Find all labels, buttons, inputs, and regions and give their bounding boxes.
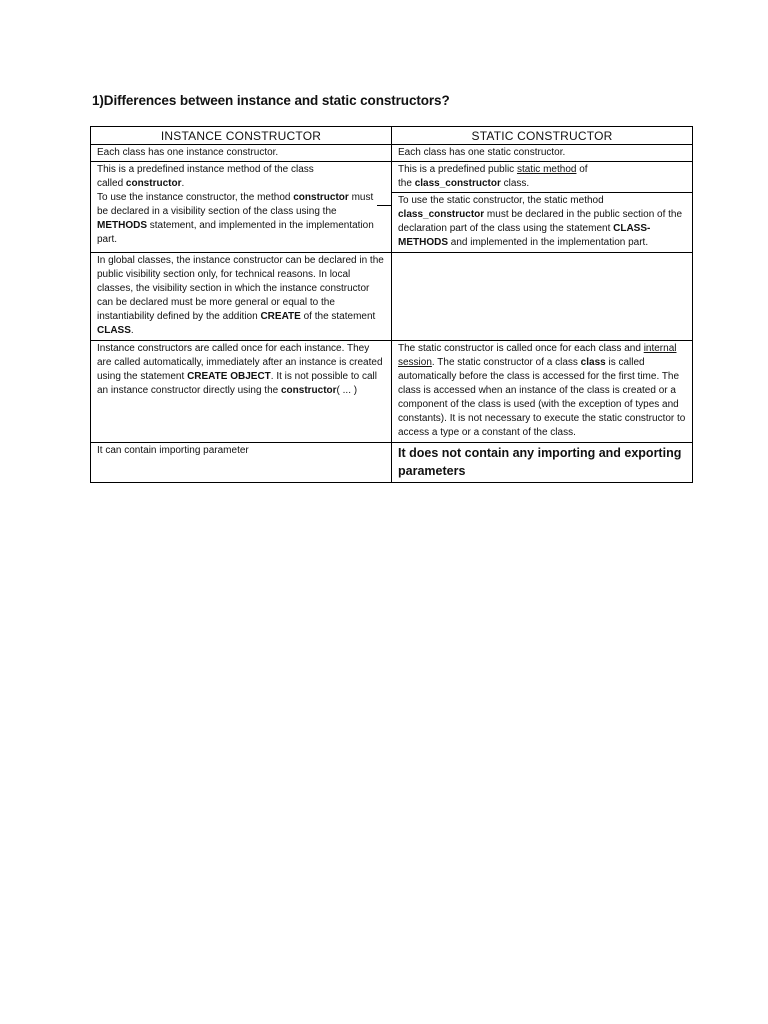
table-header-row [91, 127, 693, 145]
cell-text: Each class has one instance constructor. [97, 147, 279, 158]
cell-instance-visibility: In global classes, the instance constructor can be declared in the public visibility section only, for technical reasons. In local classes, the visibility section in which the instance constructor can be declared must be more general or equal to the instantiability defined by the addition CREATE of the statement CLASS. [91, 253, 392, 341]
divider-line [377, 205, 392, 206]
cell-instance-definition [91, 145, 392, 253]
cell-instance-call: Instance constructors are called once for each instance. They are called automatically, immediately after an instance is created using the statement CREATE OBJECT. It is not possible to call an instance constructor directly using the constructor( ... ) [91, 341, 392, 443]
cell-text: This is a predefined instance method of the class called constructor. [91, 161, 391, 191]
cell-text: To use the instance constructor, the method constructor must be declared in a visibility section of the class using the METHODS statement, and implemented in the implementation part. [97, 192, 374, 245]
cell-text: This is a predefined public static method of the class_constructor class. [392, 161, 692, 191]
table-row [91, 145, 693, 253]
table-row [91, 443, 693, 483]
comparison-table [90, 126, 693, 483]
cell-static-definition [392, 145, 693, 253]
cell-instance-parameters: It can contain importing parameter [91, 443, 392, 483]
table-row [91, 341, 693, 443]
cell-text: Each class has one static constructor. [398, 147, 566, 158]
header-static: STATIC CONSTRUCTOR [392, 127, 693, 145]
table-row [91, 253, 693, 341]
cell-text: To use the static constructor, the static method class_constructor must be declared in the public section of the declaration part of the class using the statement CLASS-METHODS and implemented in the implementation part. [392, 192, 692, 250]
page-title: 1)Differences between instance and static constructors? [92, 93, 450, 108]
cell-static-parameters: It does not contain any importing and exporting parameters [392, 443, 693, 483]
header-instance: INSTANCE CONSTRUCTOR [91, 127, 392, 145]
cell-static-call: The static constructor is called once for each class and internal session. The static constructor of a class class is called automatically before the class is accessed for the first time. The class is accessed when an instance of the class is created or a component of the class is used (with the exception of types and constants). It is not necessary to execute the static constructor to access a type or a constant of the class. [392, 341, 693, 443]
cell-static-empty [392, 253, 693, 341]
